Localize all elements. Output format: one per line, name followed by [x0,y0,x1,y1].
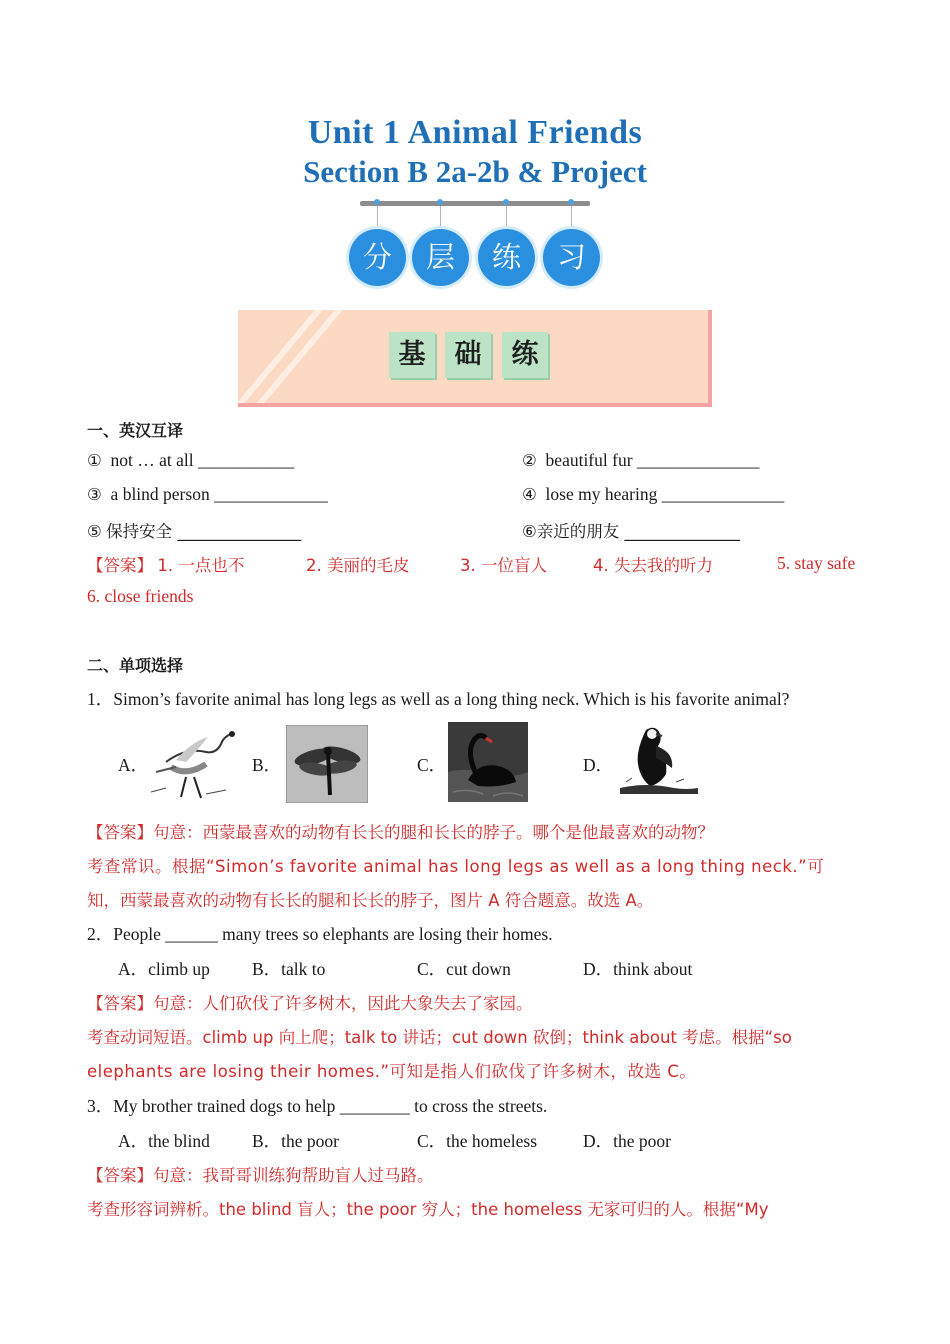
translate-item-5: ⑤ 保持安全 _______________ [87,522,302,541]
q3-option-d: D．the poor [583,1131,671,1151]
badge-char-2: 层 [412,229,469,286]
section1-answer-4: 4. 失去我的听力 [593,556,713,575]
badge-char-3: 练 [478,229,535,286]
q3-answer-line-1: 【答案】句意：我哥哥训练狗帮助盲人过马路。 [87,1166,434,1185]
q2-option-b: B．talk to [252,959,326,979]
q3-question: 3．My brother trained dogs to help ________ to cross the streets. [87,1096,548,1116]
section1-answer-3: 3. 一位盲人 [460,556,547,575]
q2-answer-line-3: elephants are losing their homes.”可知是指人们砍伐了许多树木，故选 C。 [87,1062,697,1081]
banner-char-2: 础 [445,332,491,378]
banner-char-3: 练 [502,332,548,378]
q3-option-c: C．the homeless [417,1131,538,1151]
section-subtitle: Section B 2a-2b & Project [303,154,647,189]
translate-item-1: ① not … at all ___________ [87,450,295,470]
q2-option-a: A．climb up [118,959,210,979]
section1-heading: 一、英汉互译 [87,421,184,440]
q1-option-c-label: C． [417,755,447,775]
q3-option-a: A．the blind [118,1131,210,1151]
section1-answer-5: 5. stay safe [777,553,856,573]
q3-answer-line-2: 考查形容词辨析。the blind 盲人；the poor 穷人；the homeless 无家可归的人。根据“My [87,1200,769,1219]
q2-question: 2．People ______ many trees so elephants are losing their homes. [87,924,553,944]
q2-option-d: D．think about [583,959,693,979]
decor-rail [360,201,590,206]
badge-char-4: 习 [543,229,600,286]
q1-answer-line-2: 考查常识。根据“Simon’s favorite animal has long legs as well as a long thing neck.”可 [87,857,825,876]
swan-picture [448,722,528,802]
q2-option-c: C．cut down [417,959,511,979]
section1-answer-6: 6. close friends [87,586,194,606]
translate-item-4: ④ lose my hearing ______________ [522,484,785,504]
q1-answer-line-1: 【答案】句意：西蒙最喜欢的动物有长长的腿和长长的脖子。哪个是他最喜欢的动物？ [87,823,714,842]
badge-char-1: 分 [349,229,406,286]
basic-practice-banner [238,310,712,407]
q1-question: 1．Simon’s favorite animal has long legs as well as a long thing neck. Which is his favorite animal? [87,689,790,709]
q2-answer-line-2: 考查动词短语。climb up 向上爬；talk to 讲话；cut down 砍倒；think about 考虑。根据“so [87,1028,792,1047]
eagle-picture [616,722,700,798]
unit-title: Unit 1 Animal Friends [307,114,643,151]
q3-option-b: B．the poor [252,1131,340,1151]
section1-answer-row: 【答案】 1. 一点也不 [87,556,245,575]
q1-option-b-label: B． [252,755,282,775]
q1-option-d-label: D． [583,755,614,775]
dragonfly-picture [286,725,368,803]
translate-item-3: ③ a blind person _____________ [87,484,328,504]
banner-char-1: 基 [389,332,435,378]
translate-item-6: ⑥亲近的朋友 ______________ [522,522,741,541]
crane-picture [146,722,244,802]
q1-option-a-label: A． [118,755,149,775]
translate-item-2: ② beautiful fur ______________ [522,450,760,470]
section2-heading: 二、单项选择 [87,656,184,675]
q2-answer-line-1: 【答案】句意：人们砍伐了许多树木，因此大象失去了家园。 [87,994,533,1013]
section1-answer-2: 2. 美丽的毛皮 [306,556,410,575]
q1-answer-line-3: 知，西蒙最喜欢的动物有长长的腿和长长的脖子，图片 A 符合题意。故选 A。 [87,891,654,910]
